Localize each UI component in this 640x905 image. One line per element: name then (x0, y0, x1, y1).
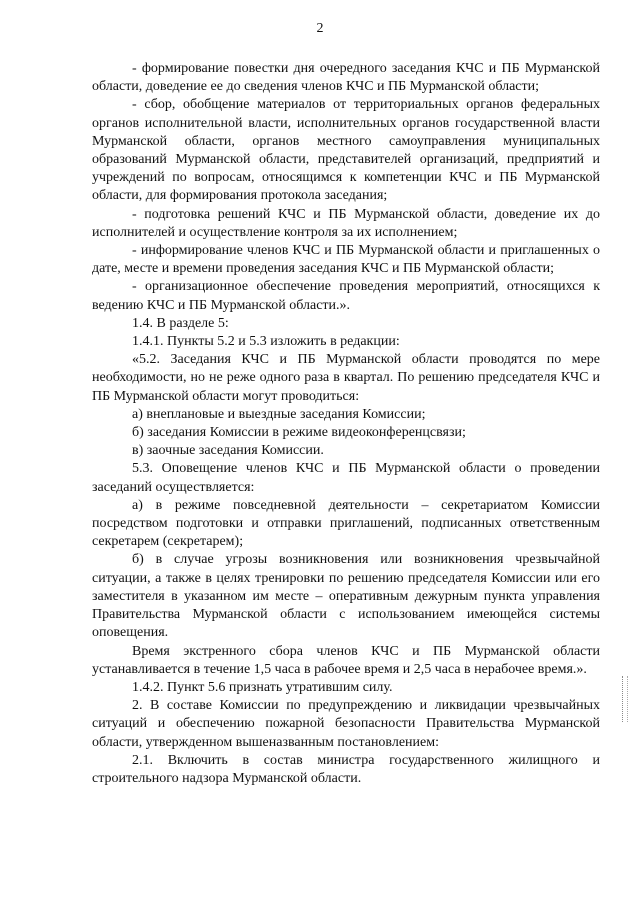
section-heading: 1.4. В разделе 5: (132, 315, 229, 331)
list-item: б) в случае угрозы возникновения или возникновения чрезвычайной ситуации, а также в целях тренировки по решению председателя Комиссии или его заместителя в указанном им месте – оперативным дежурным пункта управления Правительства Мурманской области с использованием имеющейся системы оповещения. (92, 552, 600, 641)
paragraph: - формирование повестки дня очередного заседания КЧС и ПБ Мурманской области, доведение ее до сведения членов КЧС и ПБ Мурманской области; (92, 61, 600, 95)
paragraph: 1.4.2. Пункт 5.6 признать утратившим силу. (132, 679, 393, 695)
paragraph: 1.4.1. Пункты 5.2 и 5.3 изложить в редакции: (132, 334, 400, 350)
document-body (92, 60, 600, 788)
list-item: б) заседания Комиссии в режиме видеоконференцсвязи; (132, 425, 466, 441)
list-item: в) заочные заседания Комиссии. (132, 443, 324, 459)
paragraph: - организационное обеспечение проведения мероприятий, относящихся к ведению КЧС и ПБ Мурманской области.». (92, 279, 600, 313)
list-item: а) в режиме повседневной деятельности – секретариатом Комиссии посредством подготовки и отправки приглашений, подписанных ответственным секретарем (секретарем); (92, 497, 600, 550)
scan-margin-mark (622, 676, 628, 722)
paragraph: «5.2. Заседания КЧС и ПБ Мурманской области проводятся по мере необходимости, но не реже одного раза в квартал. По решению председателя КЧС и ПБ Мурманской области могут проводиться: (92, 352, 600, 404)
paragraph: - подготовка решений КЧС и ПБ Мурманской области, доведение их до исполнителей и осуществление контроля за их исполнением; (92, 206, 600, 240)
paragraph: - информирование членов КЧС и ПБ Мурманской области и приглашенных о дате, месте и времени проведения заседания КЧС и ПБ Мурманской области; (92, 243, 600, 277)
paragraph: 2. В составе Комиссии по предупреждению и ликвидации чрезвычайных ситуаций и обеспечению пожарной безопасности Правительства Мурманской области, утвержденном вышеназванным постановлением: (92, 698, 600, 750)
page-number: 2 (316, 21, 324, 36)
paragraph: 2.1. Включить в состав министра государственного жилищного и строительного надзора Мурманской области. (92, 752, 600, 786)
list-item: а) внеплановые и выездные заседания Комиссии; (132, 406, 426, 422)
paragraph: - сбор, обобщение материалов от территориальных органов федеральных органов исполнительной власти, исполнительных органов государственной власти Мурманской области, органов местного самоуправления муниципальных образований Мурманской области, представителей организаций, предприятий и учреждений по вопросам, относящимся к компетенции КЧС и ПБ Мурманской области, для формирования протокола заседания; (92, 97, 600, 204)
paragraph: Время экстренного сбора членов КЧС и ПБ Мурманской области устанавливается в течение 1,5 часа в рабочее время и 2,5 часа в нерабочее время.». (92, 643, 600, 677)
paragraph: 5.3. Оповещение членов КЧС и ПБ Мурманской области о проведении заседаний осуществляется: (92, 461, 600, 495)
